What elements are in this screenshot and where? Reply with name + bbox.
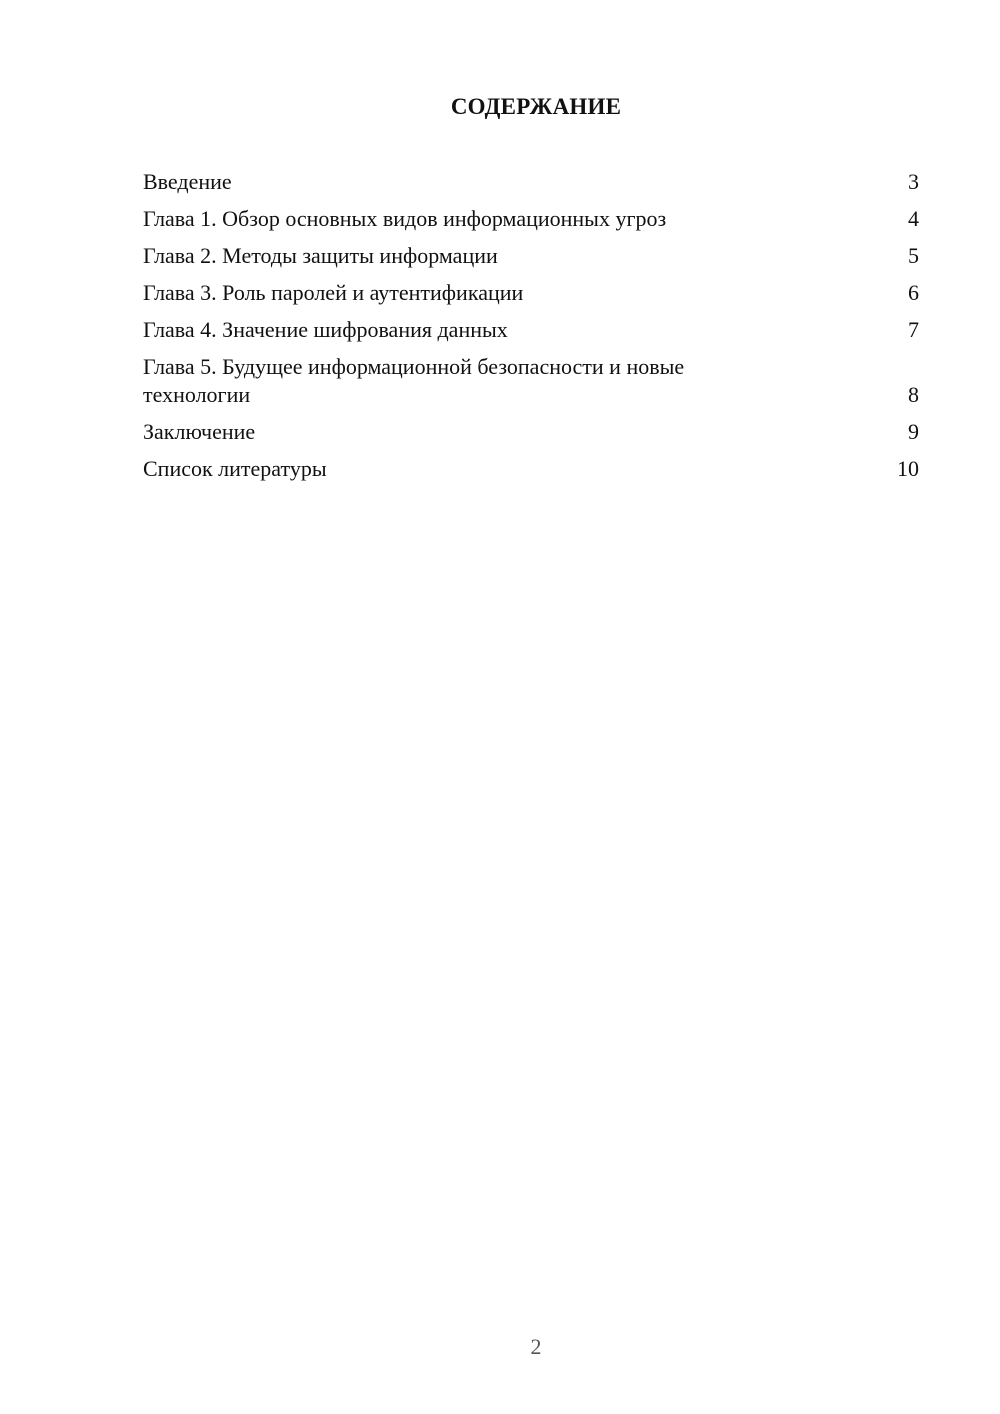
toc-entry-page: 6 — [908, 280, 919, 305]
toc-entry[interactable] — [143, 205, 919, 233]
toc-entry[interactable] — [143, 353, 919, 409]
toc-entry-label: Введение — [143, 169, 232, 194]
toc-entry-page: 9 — [908, 419, 919, 444]
toc-entry-label: Глава 3. Роль паролей и аутентификации — [143, 280, 524, 305]
toc-entry-page: 3 — [908, 169, 919, 194]
toc-entry[interactable] — [143, 455, 919, 483]
toc-entry[interactable] — [143, 418, 919, 446]
toc-entry-label: Заключение — [143, 419, 256, 444]
toc-entry-label: Список литературы — [143, 456, 327, 481]
toc-entry-page: 7 — [908, 317, 919, 342]
toc-entry-label: Глава 2. Методы защиты информации — [143, 243, 498, 268]
toc-entry[interactable] — [143, 279, 919, 307]
toc-entry-page: 10 — [897, 456, 919, 481]
toc-entry[interactable] — [143, 316, 919, 344]
toc-entry-label: Глава 1. Обзор основных видов информационных угроз — [143, 206, 667, 231]
toc-entry-label: Глава 5. Будущее информационной безопасности и новые технологии — [143, 354, 685, 407]
table-of-contents — [143, 168, 919, 492]
toc-entry[interactable] — [143, 168, 919, 196]
toc-entry-page: 5 — [908, 243, 919, 268]
toc-entry-page: 8 — [908, 382, 919, 407]
toc-entry[interactable] — [143, 242, 919, 270]
toc-entry-label: Глава 4. Значение шифрования данных — [143, 317, 508, 342]
toc-entry-page: 4 — [908, 206, 919, 231]
page-number: 2 — [530, 1334, 542, 1359]
page-title: СОДЕРЖАНИЕ — [450, 94, 622, 119]
